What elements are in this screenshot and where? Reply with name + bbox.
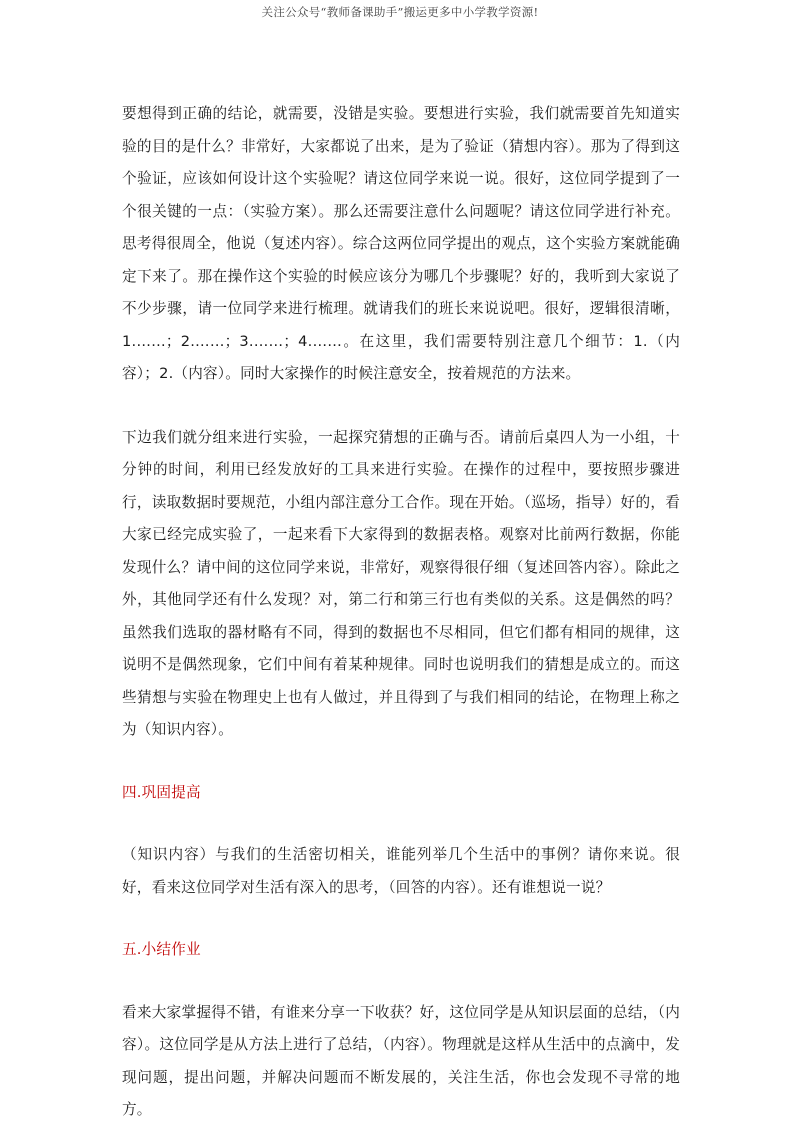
paragraph-experiment-design: 要想得到正确的结论，就需要，没错是实验。要想进行实验，我们就需要首先知道实验的目的是什么？非常好，大家都说了出来，是为了验证（猜想内容）。那为了得到这个验证，应该如何设计这个实验呢？请这位同学来说一说。很好，这位同学提到了一个很关键的一点：（实验方案）。那么还需要注意什么问题呢？请这位同学进行补充。思考得很周全，他说（复述内容）。综合这两位同学提出的观点，这个实验方案就能确定下来了。那在操作这个实验的时候应该分为哪几个步骤呢？好的，我听到大家说了不少步骤，请一位同学来进行梳理。就请我们的班长来说说吧。很好，逻辑很清晰，1.……；2.……；3.……；4.……。在这里，我们需要特别注意几个细节：1.（内容）；2.（内容）。同时大家操作的时候注意安全，按着规范的方法来。 <box>122 105 680 382</box>
header-promo-note: 关注公众号“教师备课助手”搬运更多中小学教学资源! <box>261 5 539 19</box>
section-heading-consolidation: 四.巩固提高 <box>122 783 201 801</box>
paragraph-consolidation: （知识内容）与我们的生活密切相关，谁能列举几个生活中的事例？请你来说。很好，看来这位同学对生活有深入的思考，（回答的内容）。还有谁想说一说？ <box>122 846 680 896</box>
document-body <box>122 98 680 1127</box>
paragraph-group-experiment: 下边我们就分组来进行实验，一起探究猜想的正确与否。请前后桌四人为一小组，十分钟的时间，利用已经发放好的工具来进行实验。在操作的过程中，要按照步骤进行，读取数据时要规范，小组内部注意分工合作。现在开始。（巡场，指导）好的，看大家已经完成实验了，一起来看下大家得到的数据表格。观察对比前两行数据，你能发现什么？请中间的这位同学来说，非常好，观察得很仔细（复述回答内容）。除此之外，其他同学还有什么发现？对，第二行和第三行也有类似的关系。这是偶然的吗？虽然我们选取的器材略有不同，得到的数据也不尽相同，但它们都有相同的规律，这说明不是偶然现象，它们中间有着某种规律。同时也说明我们的猜想是成立的。而这些猜想与实验在物理史上也有人做过，并且得到了与我们相同的结论，在物理上称之为（知识内容）。 <box>122 428 680 738</box>
section-heading-summary-homework: 五.小结作业 <box>122 941 201 958</box>
paragraph-summary: 看来大家掌握得不错，有谁来分享一下收获？好，这位同学是从知识层面的总结，（内容）。这位同学是从方法上进行了总结，（内容）。物理就是这样从生活中的点滴中，发现问题，提出问题，并解决问题而不断发展的，关注生活，你也会发现不寻常的地方。 <box>122 1003 680 1118</box>
